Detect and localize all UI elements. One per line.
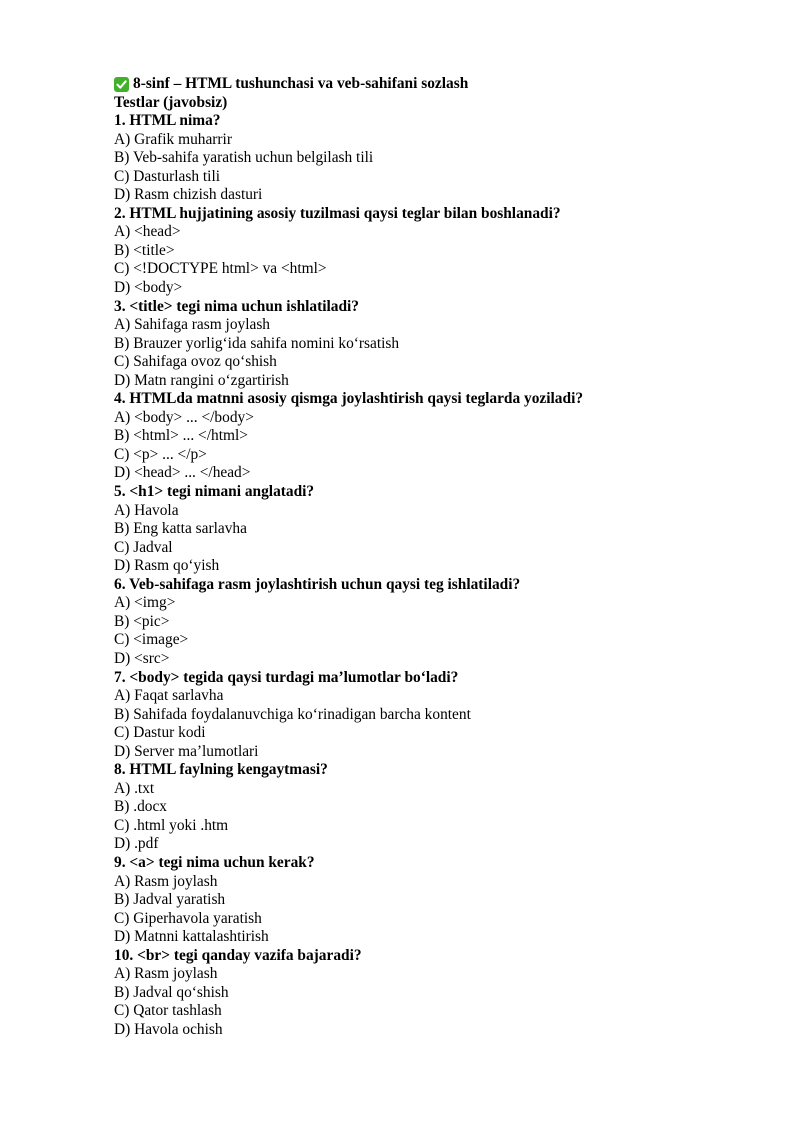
question-block — [114, 483, 754, 576]
answer-option: A) Grafik muharrir — [114, 130, 232, 148]
question-block — [114, 854, 754, 947]
answer-option: B) <html> ... </html> — [114, 427, 248, 445]
question-text: 5. <h1> tegi nimani anglatadi? — [114, 483, 315, 501]
answer-option: D) Rasm chizish dasturi — [114, 186, 263, 204]
answer-option: D) <head> ... </head> — [114, 464, 251, 482]
answer-option: B) Jadval qo‘shish — [114, 983, 229, 1001]
question-block — [114, 112, 754, 205]
answer-option: B) Jadval yaratish — [114, 891, 226, 909]
question-block — [114, 761, 754, 854]
document-subtitle: Testlar (javobsiz) — [114, 93, 228, 111]
question-text: 2. HTML hujjatining asosiy tuzilmasi qaysi teglar bilan boshlanadi? — [114, 204, 561, 222]
document-title: 8-sinf – HTML tushunchasi va veb-sahifani sozlash — [133, 75, 469, 92]
answer-option: A) <img> — [114, 594, 176, 612]
answer-option: D) Rasm qo‘yish — [114, 557, 220, 575]
answer-option: B) Sahifada foydalanuvchiga ko‘rinadigan barcha kontent — [114, 705, 471, 723]
answer-option: B) Eng katta sarlavha — [114, 520, 247, 538]
answer-option: B) .docx — [114, 798, 168, 816]
question-text: 8. HTML faylning kengaytmasi? — [114, 761, 328, 779]
answer-option: A) Rasm joylash — [114, 965, 218, 983]
answer-option: A) Sahifaga rasm joylash — [114, 316, 271, 334]
answer-option: C) Sahifaga ovoz qo‘shish — [114, 353, 277, 371]
answer-option: D) <body> — [114, 279, 183, 297]
answer-option: D) Matn rangini o‘zgartirish — [114, 371, 289, 389]
question-text: 10. <br> tegi qanday vazifa bajaradi? — [114, 946, 362, 964]
answer-option: B) <title> — [114, 241, 175, 259]
answer-option: C) <image> — [114, 631, 189, 649]
question-text: 9. <a> tegi nima uchun kerak? — [114, 853, 315, 871]
answer-option: C) Dastur kodi — [114, 724, 206, 742]
answer-option: C) Giperhavola yaratish — [114, 909, 262, 927]
answer-option: A) <body> ... </body> — [114, 408, 254, 426]
answer-option: C) <!DOCTYPE html> va <html> — [114, 260, 327, 278]
question-text: 1. HTML nima? — [114, 112, 221, 130]
document-page — [114, 75, 754, 1039]
answer-option: A) Rasm joylash — [114, 872, 218, 890]
answer-option: A) <head> — [114, 223, 181, 241]
answer-option: D) Havola ochish — [114, 1020, 223, 1038]
answer-option: C) Qator tashlash — [114, 1002, 222, 1020]
question-text: 4. HTMLda matnni asosiy qismga joylashtirish qaysi teglarda yoziladi? — [114, 390, 584, 408]
question-text: 3. <title> tegi nima uchun ishlatiladi? — [114, 297, 360, 315]
question-block — [114, 947, 754, 1040]
answer-option: C) .html yoki .htm — [114, 816, 229, 834]
question-block — [114, 669, 754, 762]
answer-option: D) <src> — [114, 649, 170, 667]
question-list — [114, 112, 754, 1039]
question-text: 7. <body> tegida qaysi turdagi ma’lumotlar bo‘ladi? — [114, 668, 459, 686]
answer-option: C) Dasturlash tili — [114, 167, 221, 185]
answer-option: D) Server ma’lumotlari — [114, 742, 259, 760]
answer-option: A) .txt — [114, 779, 155, 797]
question-block — [114, 390, 754, 483]
answer-option: B) <pic> — [114, 612, 170, 630]
answer-option: C) Jadval — [114, 538, 173, 556]
answer-option: A) Havola — [114, 501, 179, 519]
answer-option: B) Brauzer yorlig‘ida sahifa nomini ko‘rsatish — [114, 334, 400, 352]
question-block — [114, 576, 754, 669]
answer-option: B) Veb-sahifa yaratish uchun belgilash tili — [114, 149, 374, 167]
question-block — [114, 298, 754, 391]
check-mark-icon — [114, 77, 129, 92]
answer-option: C) <p> ... </p> — [114, 445, 207, 463]
document-title-line — [114, 75, 754, 94]
question-block — [114, 205, 754, 298]
answer-option: D) Matnni kattalashtirish — [114, 928, 269, 946]
answer-option: D) .pdf — [114, 835, 159, 853]
answer-option: A) Faqat sarlavha — [114, 687, 224, 705]
question-text: 6. Veb-sahifaga rasm joylashtirish uchun qaysi teg ishlatiladi? — [114, 575, 521, 593]
